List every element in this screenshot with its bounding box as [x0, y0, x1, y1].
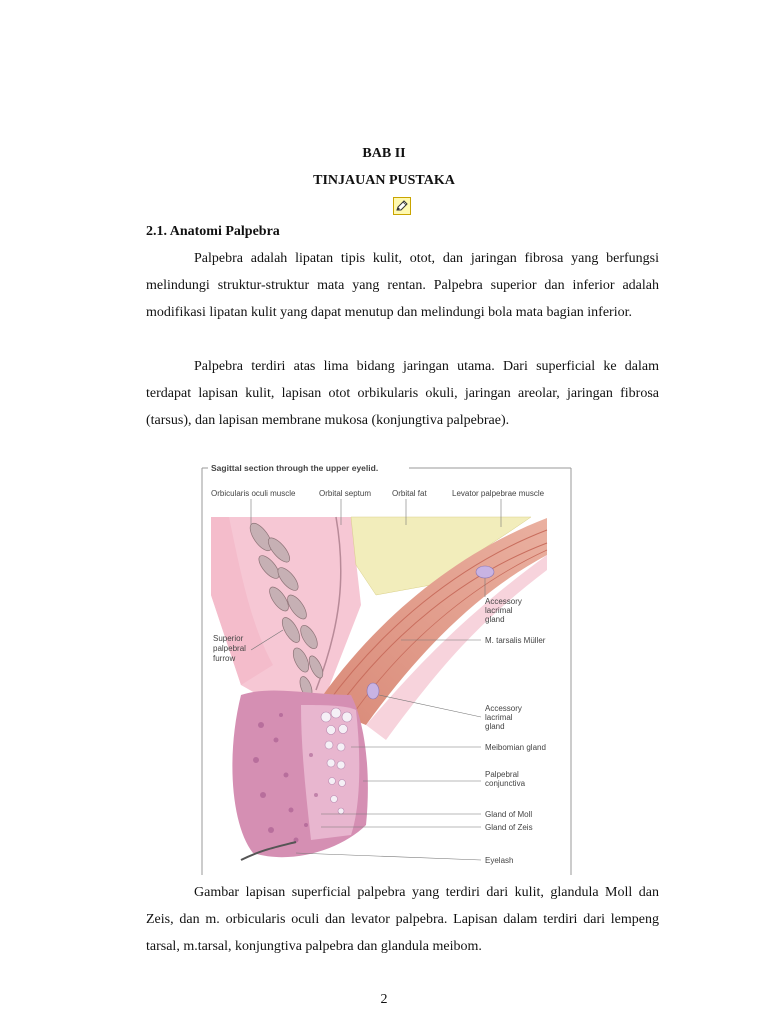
label-eyelash: Eyelash — [485, 856, 514, 865]
label-moll: Gland of Moll — [485, 810, 533, 819]
label-orbital-septum: Orbital septum — [319, 489, 372, 498]
page-number: 2 — [380, 992, 388, 1007]
section-heading: 2.1. Anatomi Palpebra — [146, 224, 280, 239]
label-meibomian: Meibomian gland — [485, 743, 546, 752]
label-muller: M. tarsalis Müller — [485, 636, 546, 645]
label-accessory-2a: Accessory — [485, 704, 522, 713]
label-conjunctiva-2: conjunctiva — [485, 779, 526, 788]
label-levator: Levator palpebrae muscle — [452, 489, 545, 498]
label-zeis: Gland of Zeis — [485, 823, 533, 832]
figure-caption-paragraph: Gambar lapisan superficial palpebra yang terdiri dari kulit, glandula Moll dan Zeis, dan m. orbicularis oculi dan levator palpebra. Lapisan dalam terdiri dari lempeng tarsal, m.tarsal, konjungtiva palpebra dan glandula meibom. — [146, 885, 659, 954]
label-accessory-2b: lacrimal — [485, 713, 513, 722]
figure-title: Sagittal section through the upper eyelid. — [211, 463, 379, 473]
label-accessory-1b: lacrimal — [485, 606, 513, 615]
chapter-label: BAB II — [362, 146, 406, 161]
label-orbicularis: Orbicularis oculi muscle — [211, 489, 296, 498]
label-furrow-1: Superior — [213, 634, 244, 643]
label-furrow-2: palpebral — [213, 644, 246, 653]
eyelid-illustration — [201, 455, 573, 875]
label-orbital-fat: Orbital fat — [392, 489, 427, 498]
pencil-note-icon[interactable] — [393, 197, 411, 215]
label-conjunctiva-1: Palpebral — [485, 770, 519, 779]
label-accessory-1c: gland — [485, 615, 505, 624]
paragraph-2: Palpebra terdiri atas lima bidang jaringan utama. Dari superficial ke dalam terdapat lapisan kulit, lapisan otot orbikularis okuli, jaringan areolar, jaringan fibrosa (tarsus), dan lapisan membrane mukosa (konjungtiva palpebrae). — [146, 359, 659, 428]
chapter-title: TINJAUAN PUSTAKA — [313, 173, 455, 188]
label-furrow-3: furrow — [213, 654, 236, 663]
label-accessory-2c: gland — [485, 722, 505, 731]
label-accessory-1a: Accessory — [485, 597, 522, 606]
paragraph-1: Palpebra adalah lipatan tipis kulit, otot, dan jaringan fibrosa yang berfungsi melindungi struktur-struktur mata yang rentan. Palpebra superior dan inferior adalah modifikasi lipatan kulit yang dapat menutup dan melindungi bola mata bagian inferior. — [146, 251, 659, 320]
eyelid-sagittal-figure — [201, 455, 573, 875]
